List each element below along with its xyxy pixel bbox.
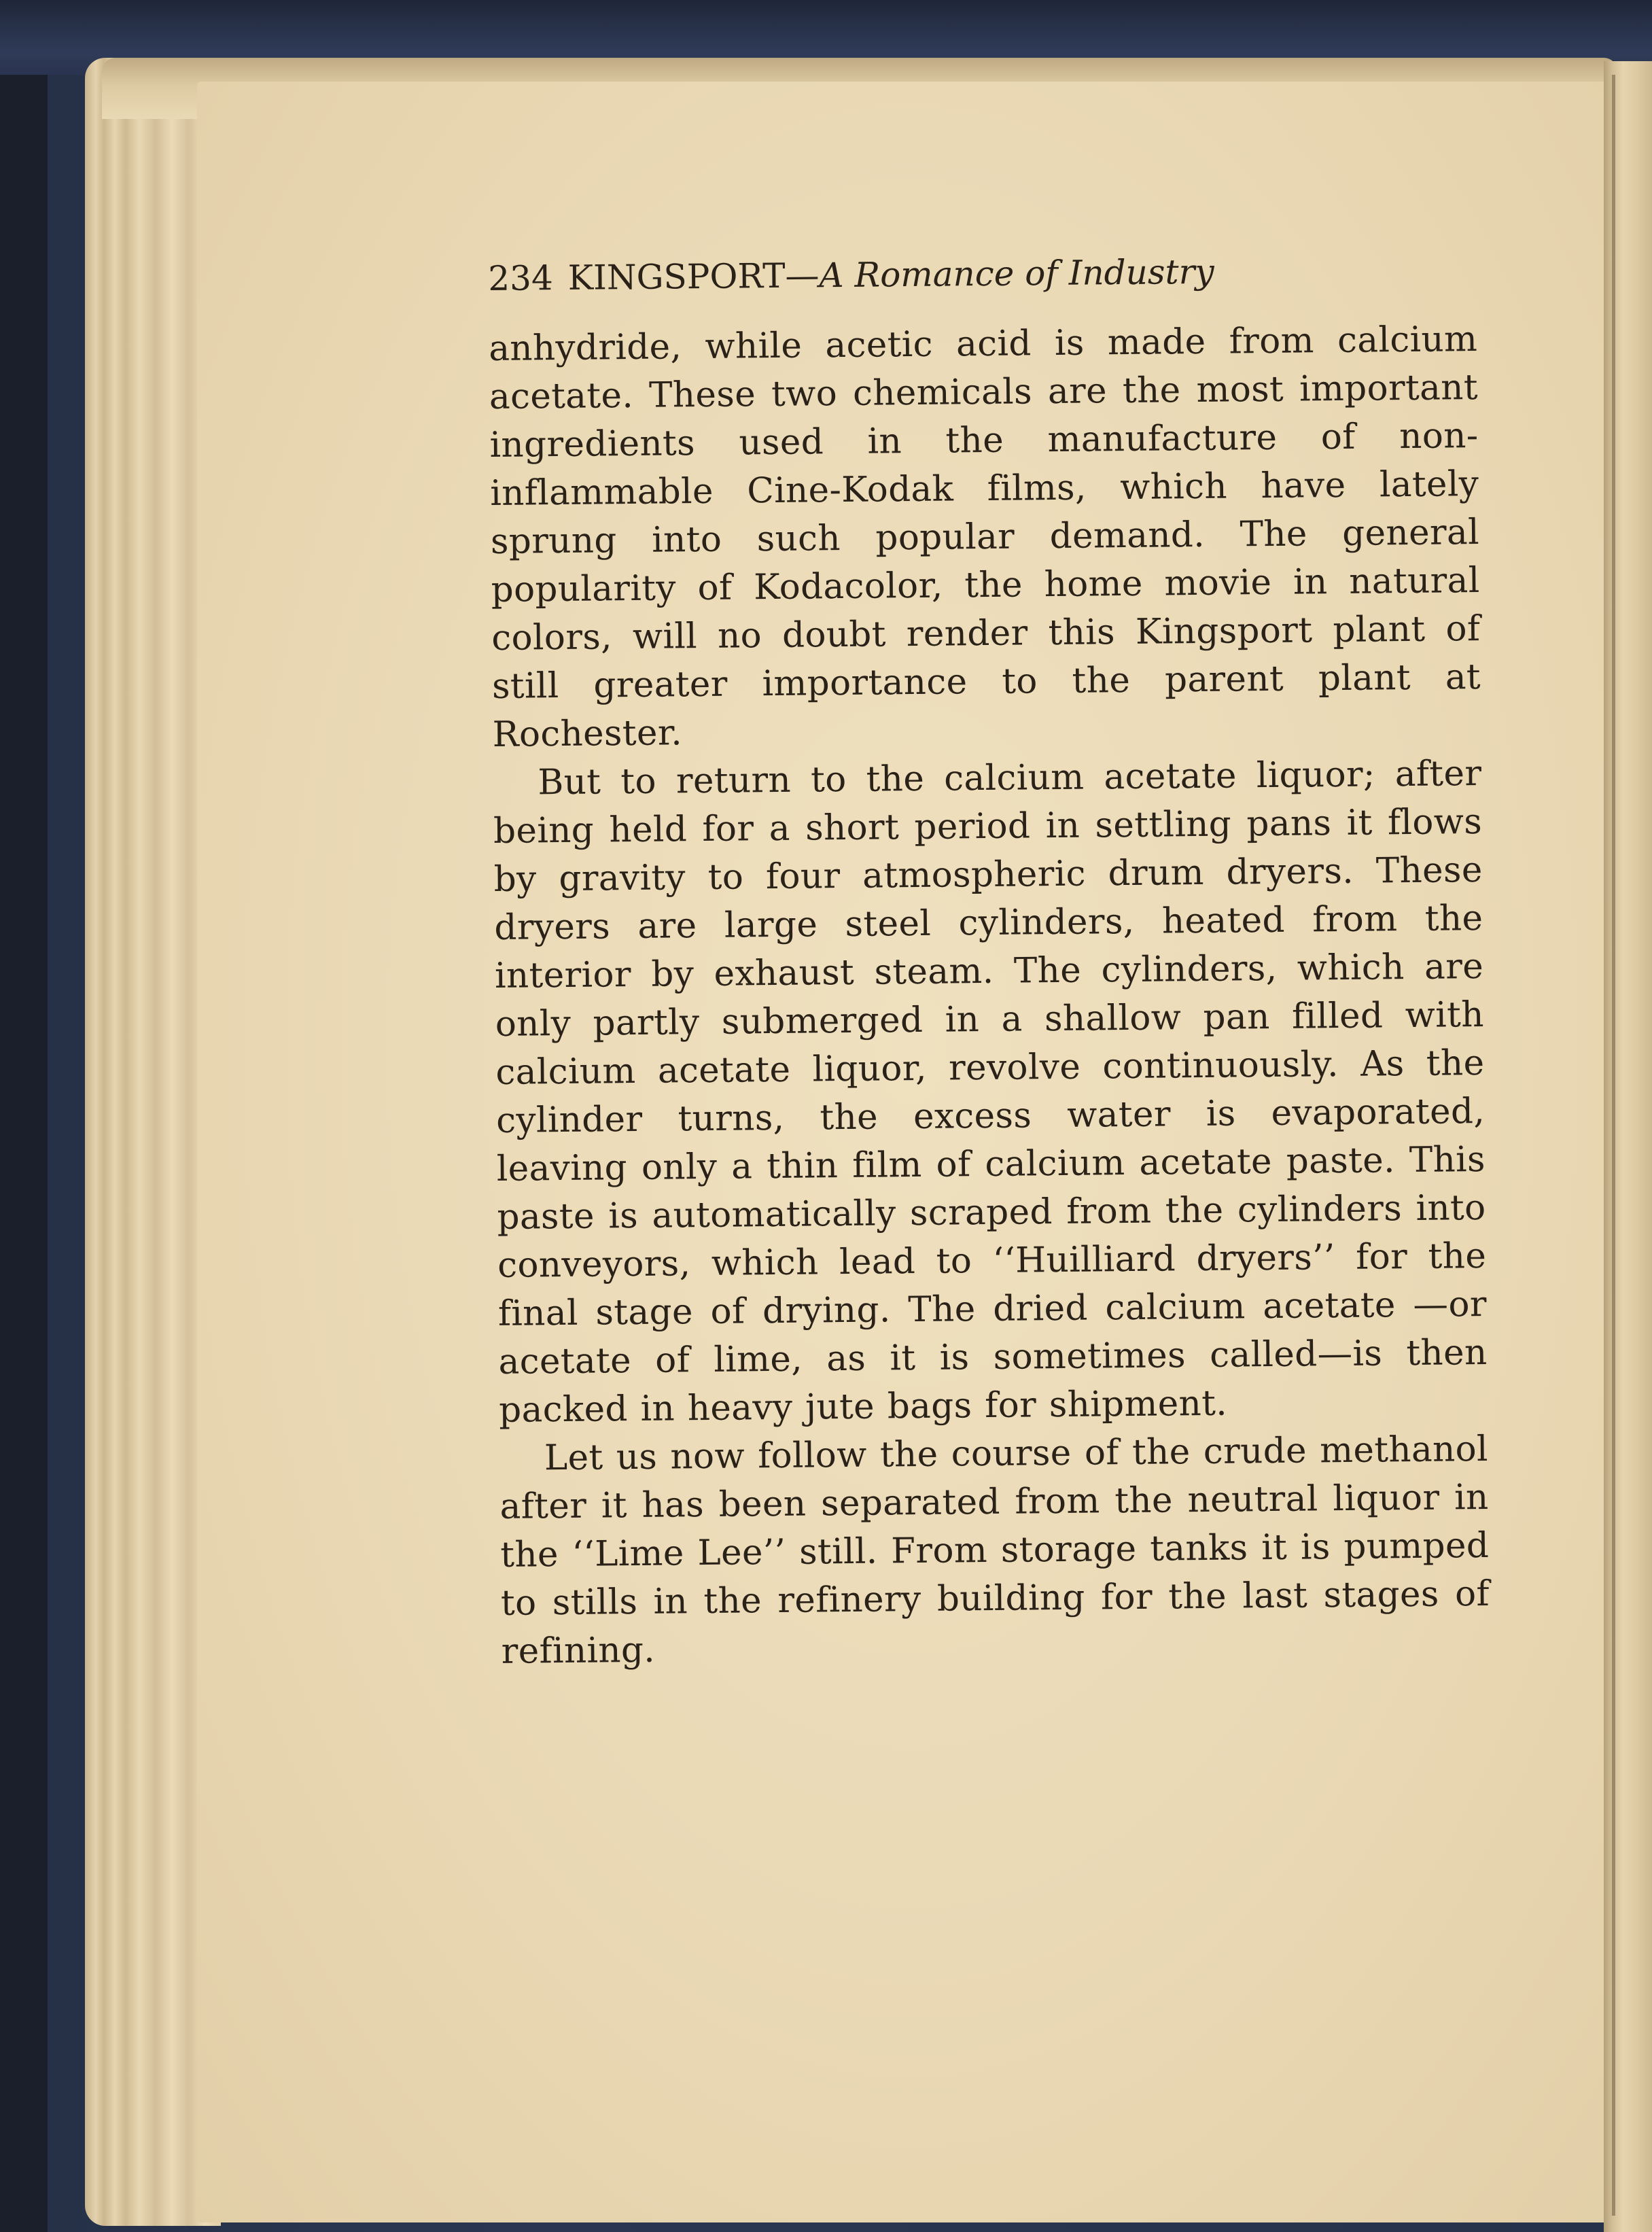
running-subtitle: A Romance of Industry bbox=[819, 251, 1215, 296]
page-number: 234 bbox=[488, 258, 553, 298]
running-head bbox=[488, 249, 1477, 299]
book-gutter bbox=[1604, 61, 1652, 2232]
text-block bbox=[488, 249, 1490, 1676]
paragraph-2: But to return to the calcium acetate liquor; after being held for a short period in settling pans it flows by gravity to four atmospheric drum dryers. These dryers are large steel cylinders, heated from the interior by exhaust steam. The cylinders, which are only partly submerged in a shallow pan filled with calcium acetate liquor, revolve continuously. As the cylinder turns, the excess water is evaporated, leaving only a thin film of calcium acetate paste. This paste is automatically scraped from the cylinders into conveyors, which lead to ‘‘Huilliard dryers’’ for the final stage of drying. The dried calcium acetate —or acetate of lime, as it is sometimes called—is then packed in heavy jute bags for shipment. bbox=[493, 752, 1488, 1431]
running-title: KINGSPORT— bbox=[567, 256, 820, 298]
gutter-line bbox=[1612, 75, 1615, 2216]
body-text bbox=[489, 315, 1490, 1676]
paragraph-1: anhydride, while acetic acid is made from calcium acetate. These two chemicals are the most important ingredients used in the manufacture of non-inflammable Cine-Kodak films, which have lately sprung into such popular demand. The general popularity of Kodacolor, the home movie in natural colors, will no doubt render this Kingsport plant of still greater importance to the parent plant at Rochester. bbox=[488, 319, 1481, 755]
paragraph-3: Let us now follow the course of the crude methanol after it has been separated from the neutral liquor in the ‘‘Lime Lee’’ still. From storage tanks it is pumped to stills in the refinery building for the last stages of refining. bbox=[499, 1428, 1490, 1672]
